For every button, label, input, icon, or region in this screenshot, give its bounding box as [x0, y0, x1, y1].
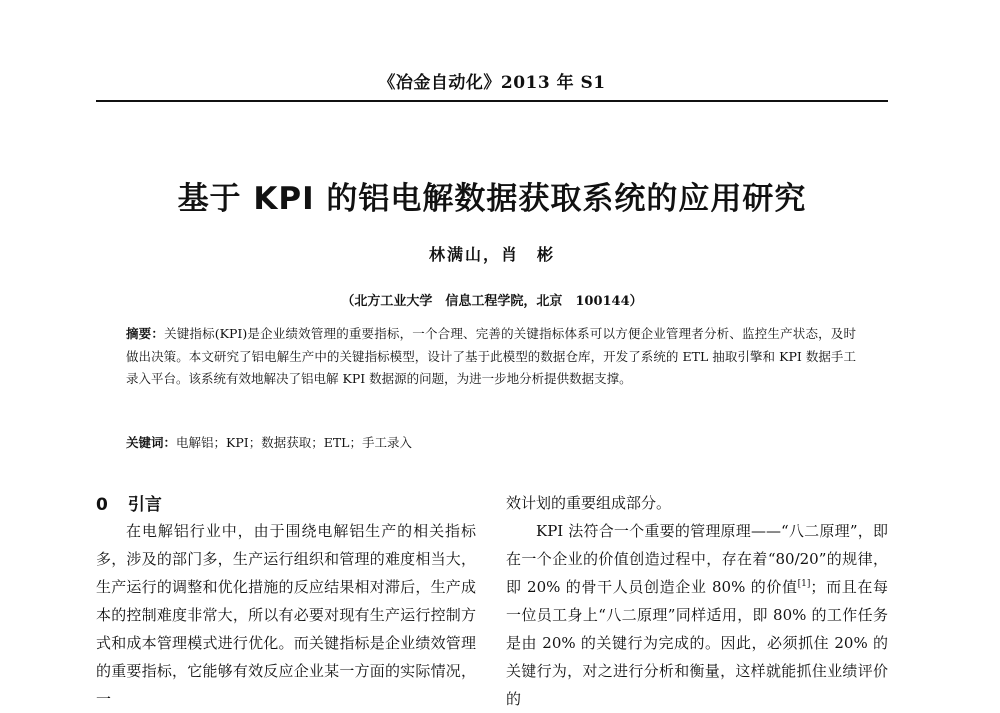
- right-continuation: 效计划的重要组成部分。: [506, 494, 672, 512]
- authors: 林满山，肖 彬: [428, 245, 555, 264]
- keywords-text: 电解铝；KPI；数据获取；ETL；手工录入: [176, 435, 412, 450]
- section-title: 引言: [127, 495, 162, 515]
- section-heading: [96, 490, 162, 515]
- section-number: 0: [96, 495, 108, 515]
- abstract-text: 关键指标(KPI)是企业绩效管理的重要指标，一个合理、完善的关键指标体系可以方便企业管理者分析、监控生产状态，及时做出决策。本文研究了铝电解生产中的关键指标模型，设计了基于此模型的数据仓库，开发了系统的 ETL 抽取引擎和 KPI 数据手工录入平台。该系统有效地解决了铝电解 KPI 数据源的问题，为进一步地分析提供数据支撑。: [126, 326, 856, 386]
- paper-title: 基于 KPI 的铝电解数据获取系统的应用研究: [177, 181, 807, 217]
- keywords-label: 关键词：: [126, 435, 177, 450]
- left-column: [96, 517, 476, 713]
- abstract: [126, 323, 856, 391]
- right-paragraph: [506, 517, 888, 713]
- right-paragraph-text-2: ；而且在每一位员工身上“八二原理”同样适用，即 80% 的工作任务是由 20% 的关键行为完成的。因此，必须抓住 20% 的关键行为，对之进行分析和衡量，这样就能抓住业绩评价的: [506, 578, 888, 708]
- affiliation: （北方工业大学 信息工程学院，北京 100144）: [341, 294, 643, 309]
- header-rule: [96, 100, 888, 102]
- right-column: [506, 489, 888, 713]
- left-paragraph: 在电解铝行业中，由于围绕电解铝生产的相关指标多，涉及的部门多，生产运行组织和管理的难度相当大，生产运行的调整和优化措施的反应结果相对滞后，生产成本的控制难度非常大，所以有必要对现有生产运行控制方式和成本管理模式进行优化。而关键指标是企业绩效管理的重要指标，它能够有效反应企业某一方面的实际情况，一: [96, 522, 476, 708]
- right-paragraph-text-1: KPI 法符合一个重要的管理原理——“八二原理”，即在一个企业的价值创造过程中，存在着“80/20”的规律，即 20% 的骨干人员创造企业 80% 的价值: [506, 522, 888, 596]
- keywords: [126, 433, 856, 453]
- journal-header: 《冶金自动化》2013 年 S1: [378, 73, 606, 93]
- citation-ref[interactable]: [1]: [797, 579, 811, 589]
- abstract-label: 摘要：: [126, 326, 165, 341]
